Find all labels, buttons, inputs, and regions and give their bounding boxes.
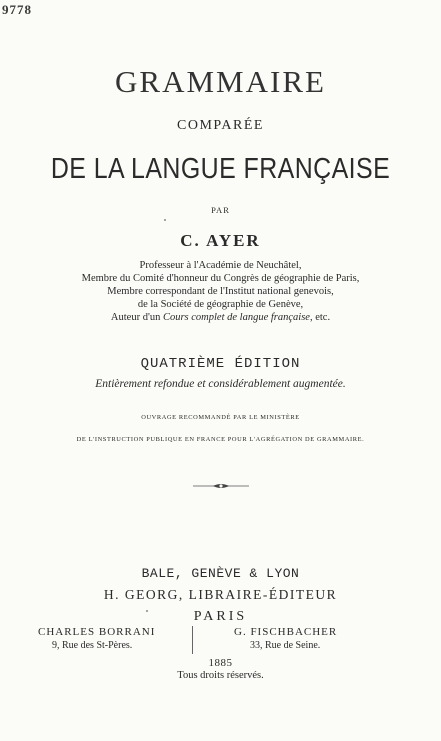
- affiliation-2: Membre du Comité d'honneur du Congrès de géographie de Paris,: [81, 273, 360, 284]
- title-langue-francaise: DE LA LANGUE FRANÇAISE: [50, 153, 391, 185]
- affiliation-4: de la Société de géographie de Genève,: [137, 299, 304, 310]
- speck: [146, 610, 148, 612]
- title-grammaire: GRAMMAIRE: [115, 64, 326, 99]
- left-address: 9, Rue des St-Pères.: [52, 640, 133, 651]
- publisher-name: H. GEORG, LIBRAIRE-ÉDITEUR: [103, 587, 338, 602]
- recommendation-line-2: DE L'INSTRUCTION PUBLIQUE EN FRANCE POUR L'AGRÉGATION DE GRAMMAIRE.: [76, 436, 365, 443]
- recommendation-line-1: OUVRAGE RECOMMANDÉ PAR LE MINISTÈRE: [141, 414, 300, 421]
- by-label: PAR: [211, 205, 230, 215]
- right-bookseller: G. FISCHBACHER: [234, 626, 338, 638]
- right-address: 33, Rue de Seine.: [250, 640, 321, 651]
- rights-notice: Tous droits réservés.: [177, 670, 264, 681]
- ornament-icon: [191, 481, 251, 491]
- edition-note: Entièrement refondue et considérablement augmentée.: [95, 378, 346, 390]
- affiliation-5-prefix: Auteur d'un: [110, 312, 163, 323]
- affiliation-5-suffix: , etc.: [309, 312, 331, 323]
- library-stamp: 9778: [2, 2, 32, 17]
- title-comparee: COMPARÉE: [177, 118, 264, 133]
- publisher-cities: BALE, GENÈVE & LYON: [141, 566, 300, 581]
- speck: [164, 219, 166, 221]
- affiliation-5-book-title: Cours complet de langue française: [162, 312, 310, 323]
- edition-heading: QUATRIÈME ÉDITION: [140, 356, 301, 372]
- affiliation-3: Membre correspondant de l'Institut national genevois,: [107, 286, 334, 297]
- affiliation-1: Professeur à l'Académie de Neuchâtel,: [139, 260, 302, 271]
- ornament-divider: [0, 478, 441, 488]
- publication-year: 1885: [208, 657, 233, 669]
- column-divider: [192, 626, 193, 654]
- author-name: C. AYER: [180, 231, 261, 250]
- affiliation-5: [0, 312, 441, 325]
- paris-heading: PARIS: [193, 609, 248, 624]
- left-bookseller: CHARLES BORRANI: [38, 626, 156, 638]
